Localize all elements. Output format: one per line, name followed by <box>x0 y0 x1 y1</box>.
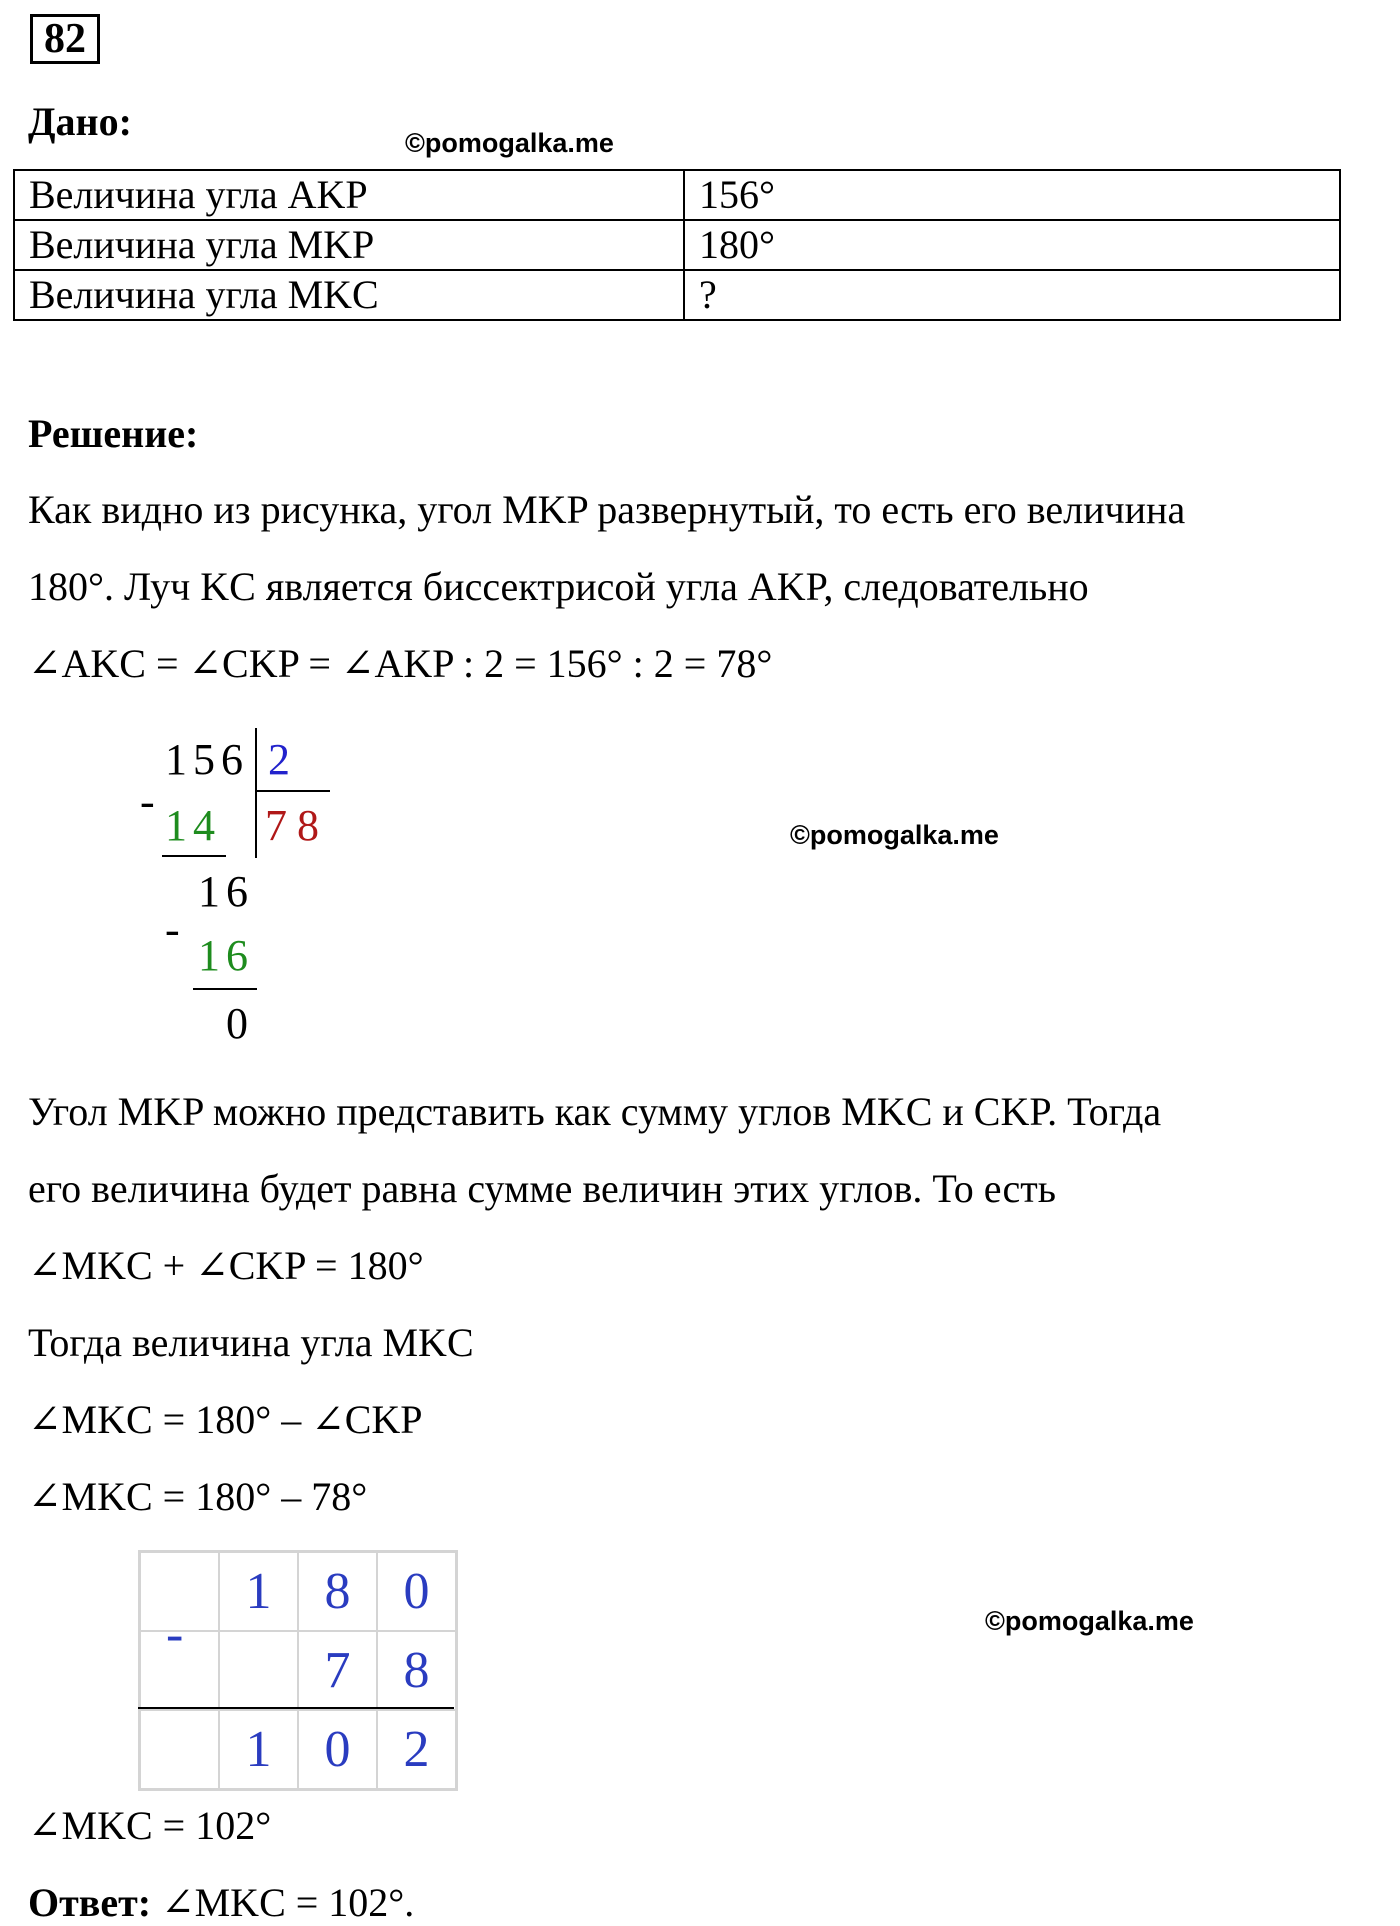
table-cell-value: ? <box>684 270 1340 320</box>
table-cell-label: Величина угла MKP <box>14 220 684 270</box>
table-cell-value: 156° <box>684 170 1340 220</box>
quotient: 78 <box>265 801 329 850</box>
solution-text-line: его величина будет равна сумме величин этих углов. То есть <box>28 1166 1057 1211</box>
answer-line <box>28 1879 414 1926</box>
division-line <box>193 988 257 990</box>
dividend: 156 <box>165 735 249 784</box>
solution-formula: ∠AKC = ∠CKP = ∠AKP : 2 = 156° : 2 = 78° <box>28 641 773 686</box>
first-subtrahend: 14 <box>165 801 221 850</box>
problem-number: 82 <box>30 14 100 64</box>
minus-sign: - <box>140 777 155 826</box>
subtrahend-digit: 7 <box>298 1631 377 1710</box>
result-formula: ∠MKC = 102° <box>28 1803 272 1848</box>
watermark: ©pomogalka.me <box>405 128 614 158</box>
second-subtrahend: 16 <box>198 931 254 980</box>
table-row <box>14 220 1340 270</box>
solution-text-line: 180°. Луч KC является биссектрисой угла AKP, следовательно <box>28 564 1089 609</box>
solution-formula: ∠MKC + ∠CKP = 180° <box>28 1243 424 1288</box>
subtrahend-digit <box>219 1631 298 1710</box>
table-cell-label: Величина угла AKP <box>14 170 684 220</box>
minuend-digit: 1 <box>219 1552 298 1631</box>
given-heading: Дано: <box>28 99 132 144</box>
answer-label: Ответ: <box>28 1880 152 1925</box>
subtrahend-digit: 8 <box>377 1631 456 1710</box>
solution-formula: ∠MKC = 180° – ∠CKP <box>28 1397 423 1442</box>
solution-text-line: Тогда величина угла MKC <box>28 1320 474 1365</box>
difference-digit: 0 <box>298 1710 377 1789</box>
solution-text-line: Угол MKP можно представить как сумму углов MKC и CKP. Тогда <box>28 1089 1162 1134</box>
minuend-digit: 0 <box>377 1552 456 1631</box>
minuend-digit: 8 <box>298 1552 377 1631</box>
subtraction-result-line <box>138 1707 454 1709</box>
solution-heading: Решение: <box>28 411 199 456</box>
division-line <box>162 855 226 857</box>
difference-digit: 2 <box>377 1710 456 1789</box>
column-subtraction <box>138 1550 458 1791</box>
table-row <box>14 170 1340 220</box>
solution-text-line: Как видно из рисунка, угол MKP развернутый, то есть его величина <box>28 487 1186 532</box>
divisor: 2 <box>268 735 290 784</box>
solution-formula: ∠MKC = 180° – 78° <box>28 1474 368 1519</box>
remainder-step: 16 <box>198 867 254 916</box>
subtraction-minus-sign: - <box>166 1606 184 1663</box>
table-cell-value: 180° <box>684 220 1340 270</box>
given-table <box>13 169 1341 321</box>
answer-value: ∠MKC = 102°. <box>151 1880 415 1925</box>
division-divisor-bar <box>255 790 330 792</box>
table-row <box>14 270 1340 320</box>
minus-sign: - <box>165 905 180 954</box>
table-cell-label: Величина угла MKC <box>14 270 684 320</box>
watermark: ©pomogalka.me <box>985 1606 1194 1636</box>
watermark: ©pomogalka.me <box>790 820 999 850</box>
division-vertical-bar <box>255 728 257 858</box>
final-remainder: 0 <box>226 999 248 1048</box>
difference-digit: 1 <box>219 1710 298 1789</box>
subtraction-cell <box>140 1710 219 1789</box>
